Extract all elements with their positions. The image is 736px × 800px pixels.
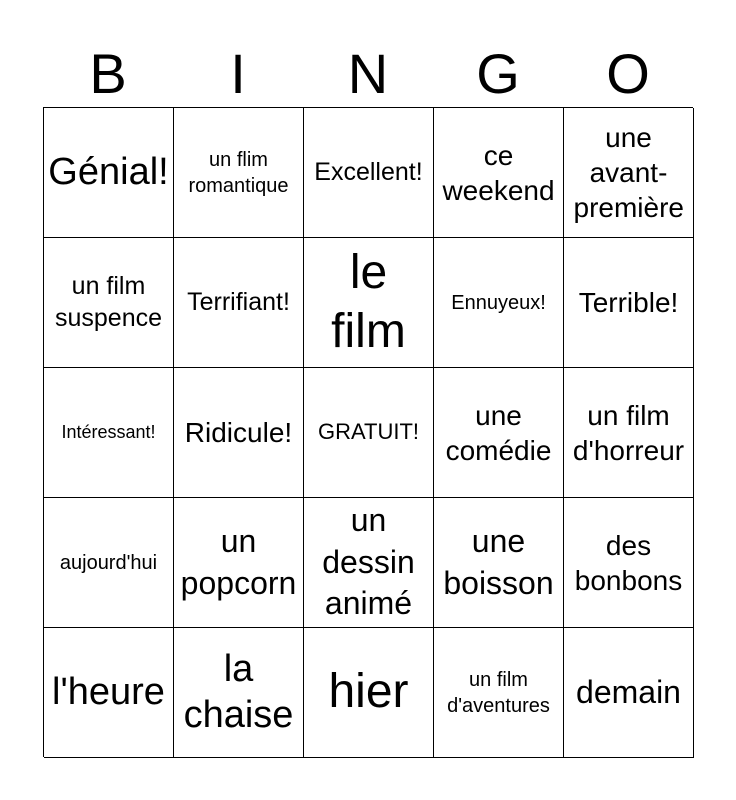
bingo-cell-r4-c3[interactable] [304,498,434,628]
cell-label: un popcorn [180,522,297,601]
cell-label: Génial! [48,150,169,193]
bingo-cell-r4-c2[interactable] [174,498,304,628]
bingo-cell-r2-c1[interactable] [44,238,174,368]
cell-label: Excellent! [314,157,423,186]
header-letter-o: O [606,42,650,105]
bingo-cell-r2-c3[interactable] [304,238,434,368]
bingo-cell-r3-c2[interactable] [174,368,304,498]
bingo-cell-r3-c3[interactable] [304,368,434,498]
cell-label: une boisson [443,522,554,601]
cell-label: Ridicule! [184,417,293,448]
cell-label: Intéressant! [61,421,156,442]
cell-label: Terrifiant! [187,287,290,316]
cell-label: le film [331,245,406,358]
cell-label: l'heure [52,670,165,713]
bingo-cell-r1-c4[interactable] [434,108,564,238]
bingo-cell-r5-c5[interactable] [564,628,694,758]
bingo-cell-r5-c3[interactable] [304,628,434,758]
cell-label: un flim romantique [188,148,289,197]
bingo-cell-r2-c2[interactable] [174,238,304,368]
bingo-cell-r3-c1[interactable] [44,368,174,498]
bingo-cell-r1-c2[interactable] [174,108,304,238]
bingo-cell-r1-c1[interactable] [44,108,174,238]
bingo-cell-r3-c4[interactable] [434,368,564,498]
cell-label: ce weekend [442,139,555,206]
header-letter-b: B [89,42,127,105]
cell-label: Ennuyeux! [451,291,546,314]
bingo-header [43,40,693,108]
cell-label: un film d'aventures [447,668,550,717]
bingo-cell-r3-c5[interactable] [564,368,694,498]
cell-label: Terrible! [578,287,679,318]
cell-label: un dessin animé [322,502,415,622]
cell-label: la chaise [183,647,294,736]
bingo-cell-r1-c5[interactable] [564,108,694,238]
bingo-cell-r4-c4[interactable] [434,498,564,628]
cell-label: GRATUIT! [317,419,420,445]
bingo-cell-r4-c5[interactable] [564,498,694,628]
bingo-cell-r4-c1[interactable] [44,498,174,628]
bingo-cell-r2-c5[interactable] [564,238,694,368]
bingo-cell-r5-c2[interactable] [174,628,304,758]
header-letter-i: I [230,42,246,105]
cell-label: un film suspence [54,272,163,332]
bingo-cell-r5-c4[interactable] [434,628,564,758]
cell-label: demain [576,673,681,710]
bingo-cell-r1-c3[interactable] [304,108,434,238]
cell-label: des bonbons [574,529,683,596]
cell-label: un film d'horreur [572,399,685,466]
cell-label: aujourd'hui [59,551,158,574]
cell-label: hier [328,665,409,719]
bingo-cell-r2-c4[interactable] [434,238,564,368]
cell-label: une avant-première [573,122,684,223]
cell-label: une comédie [445,399,552,466]
bingo-board [43,107,693,757]
header-letter-n: N [347,42,389,105]
header-letter-g: G [476,42,520,105]
bingo-cell-r5-c1[interactable] [44,628,174,758]
